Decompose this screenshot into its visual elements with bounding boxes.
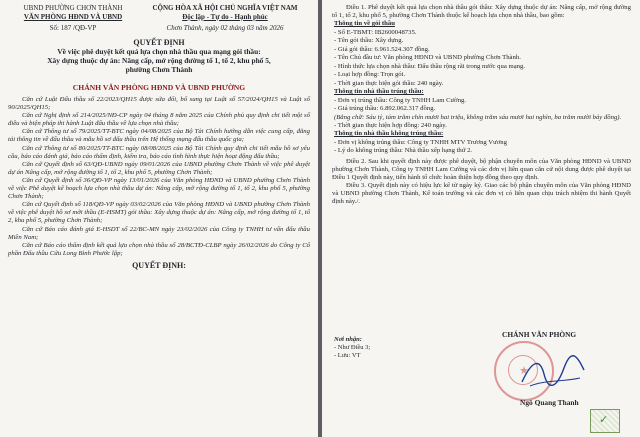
legal-basis: Căn cứ Thông tư số 79/2025/TT-BTC ngày 04/08/2025 của Bộ Tài Chính hướng dẫn việc cung cấp, đăng tải thông tin về đấu thầu và mẫu hồ sơ đấu thầu trên Hệ thống mạng đấu thầu quốc gia; [8,128,310,144]
legal-basis: Căn cứ Quyết định số 118/QĐ-VP ngày 03/02/2026 của Văn phòng HĐND và UBND phường Chơn Thành về việc phê duyệt hồ sơ mời thầu (E-HSMT) gói thầu: Xây dựng thuộc dự án: Nâng cấp, mở rộng đường tổ 1, tổ 2, khu phố 5, phường Chơn Thành; [8,201,310,225]
recipient: - Như Điều 3; [334,344,371,351]
doc-type: QUYẾT ĐỊNH [133,37,185,47]
winner-item: - Đơn vị trúng thầu: Công ty TNHH Lam Cường. [334,96,467,104]
package-item: - Giá gói thầu: 6.961.524.307 đồng. [334,45,430,53]
decision-heading: QUYẾT ĐỊNH: [132,260,186,270]
package-heading: Thông tin về gói thầu [334,20,395,28]
package-item: - Loại hợp đồng: Trọn gói. [334,71,406,79]
signer-title: CHÁNH VĂN PHÒNG [502,330,577,339]
recipient: - Lưu: VT [334,352,361,359]
package-item: - Tên Chủ đầu tư: Văn phòng HĐND và UBND phường Chơn Thành. [334,54,521,62]
article-3: Điều 3. Quyết định này có hiệu lực kể từ ngày ký. Giao các bộ phận chuyên môn của Văn phòng HĐND và UBND phường Chơn Thành, Kế toán trường và các đơn vị có liên quan chịu trách nhiệm thi hành Quyết định này./. [332,182,631,206]
subject-line-1: Về việc phê duyệt kết quả lựa chọn nhà thầu qua mạng gói thầu: [57,47,261,56]
loser-item: - Lý do không trúng thầu: Nhà thầu xếp hạng thứ 2. [334,147,473,155]
article-2: Điều 2. Sau khi quyết định này được phê duyệt, bộ phận chuyên môn của Văn phòng HĐND và UBND phường Chơn Thành, Công ty TNHH Lam Cường và các đơn vị liên quan căn cứ nội dung được phê duyệt tại Điều 1 Quyết định này, tiến hành tổ chức hoàn thiện hợp đồng theo quy định. [332,157,631,181]
package-item: - Thời gian thực hiện gói thầu: 240 ngày. [334,79,444,87]
digital-signature-badge: ✓ [590,409,620,433]
org-line-2: VĂN PHÒNG HĐND VÀ UBND [23,12,123,21]
official-seal: ★ [494,341,554,401]
winner-time: - Thời gian thực hiện hợp đồng: 240 ngày. [334,121,447,129]
signer-name: Ngô Quang Thanh [520,398,579,407]
loser-heading: Thông tin nhà thầu không trúng thầu: [334,130,444,138]
document-page-1 [0,0,318,437]
country-name: CỘNG HÒA XÃ HỘI CHỦ NGHĨA VIỆT NAM [152,4,298,12]
document-page-2 [322,0,640,437]
recipients-label: Nơi nhận: [334,336,362,343]
subject-line-3: phường Chơn Thành [125,65,193,74]
document-header [8,4,310,21]
authority-heading: CHÁNH VĂN PHÒNG HĐND VÀ UBND PHƯỜNG [72,83,246,92]
recipients-block [334,336,370,360]
legal-basis: Căn cứ Nghị định số 214/2025/NĐ-CP ngày 04 tháng 8 năm 2025 của Chính phủ quy định chi tiết một số điều và biện pháp thi hành Luật đấu thầu về lựa chọn nhà thầu; [8,112,310,128]
winner-heading: Thông tin nhà thầu trúng thầu: [334,88,424,96]
legal-basis: Căn cứ Thông tư số 80/2025/TT-BTC ngày 08/08/2025 của Bộ Tài Chính quy định chi tiết mẫu hồ sơ yêu cầu, báo cáo đánh giá, báo cáo thẩm định, kiểm tra, báo cáo tình hình thực hiện hoạt động đấu thầu; [8,144,310,160]
winner-price-words: (Bằng chữ: Sáu tỷ, tám trăm chín mươi hai triệu, không trăm sáu mươi hai nghìn, ba trăm mười bảy đồng). [334,113,622,121]
legal-basis: Căn cứ Quyết định số 36/QĐ-VP ngày 13/01/2026 của Văn phòng HĐND và UBND phường Chơn Thành về việc Phê duyệt kế hoạch lựa chọn nhà thầu dự án: Nâng cấp, mở rộng đường tổ 1, tổ 2, khu phố 5, phường Chơn Thành; [8,176,310,201]
signature-mark [518,352,588,394]
doc-number: Số: 187 /QĐ-VP [49,24,97,32]
loser-item: - Đơn vị không trúng thầu: Công ty TNHH MTV Trương Vương [334,138,507,146]
package-item: - Tên gói thầu: Xây dựng. [334,37,404,45]
legal-basis: Căn cứ Quyết định số 63/QĐ-UBND ngày 09/01/2026 của UBND phường Chơn Thành về việc phê duyệt dự án Nâng cấp, mở rộng đường tổ 1, tổ 2, khu phố 5, phường Chơn Thành; [8,160,310,176]
legal-basis: Căn cứ Báo cáo đánh giá E-HSDT số 22/BC-MN ngày 23/02/2026 của Công ty TNHH tư vấn đấu thầu Miền Nam; [8,225,310,241]
winner-item: - Giá trúng thầu: 6.892.062.317 đồng. [334,105,436,113]
legal-basis: Căn cứ Luật Đấu thầu số 22/2023/QH15 được sửa đổi, bổ sung tại Luật số 57/2024/QH15 và Luật số 90/2025/QH15; [8,96,310,112]
date-line: Chơn Thành, ngày 02 tháng 03 năm 2026 [166,24,284,32]
motto: Độc lập - Tự do - Hạnh phúc [182,12,268,21]
package-item: - Hình thức lựa chọn nhà thầu: Đấu thầu rộng rãi trong nước qua mạng. [334,62,526,70]
package-item: - Số E-TBMT: IB2600048735. [334,28,417,36]
article-1: Điều 1. Phê duyệt kết quả lựa chọn nhà thầu gói thầu: Xây dựng thuộc dự án: Nâng cấp, mở rộng đường tổ 1, tổ 2, khu phố 5, phường Chơn Thành thuộc kế hoạch lựa chọn nhà thầu, bao gồm: [332,4,631,20]
subject-line-2: Xây dựng thuộc dự án: Nâng cấp, mở rộng đường tổ 1, tổ 2, khu phố 5, [47,56,271,65]
org-line-1: UBND PHƯỜNG CHƠN THÀNH [23,4,123,12]
legal-basis: Căn cứ Báo cáo thẩm định kết quả lựa chọn nhà thầu số 28/BCTĐ-CLBP ngày 26/02/2026 do Công ty Cổ phần Đấu thầu Cửu Long Bình Phước lập; [8,241,310,257]
